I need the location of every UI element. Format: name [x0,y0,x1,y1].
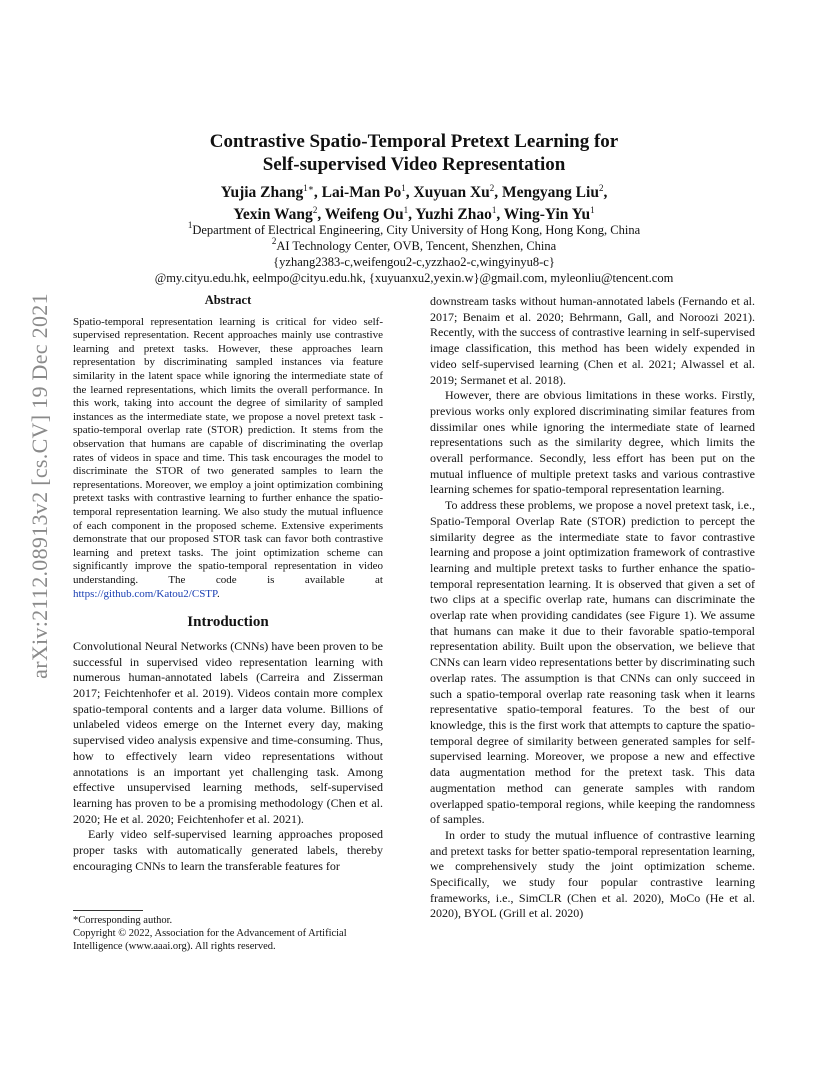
author-name: Lai-Man Po [321,184,402,201]
author-name: Yujia Zhang [220,184,304,201]
corresponding-author-note: *Corresponding author. [73,915,173,926]
author-name: Yexin Wang [233,206,313,223]
left-column [73,293,383,874]
author-name: Weifeng Ou [324,206,404,223]
author-line-1: Yujia Zhang$^{1∗}$, Lai-Man Po$^1$, Xuyuan Xu$^2$, Mengyang Liu$^2$, [220,183,608,201]
author-mark: 1 [491,205,497,215]
email-line-1: {yzhang2383-c,weifengou2-c,yzzhao2-c,wingyinyu8-c} [273,255,555,269]
affiliation-1 [0,222,828,238]
affiliation-mark: 1 [187,220,193,230]
author-list [0,182,828,226]
affiliation-2 [0,238,828,254]
abstract-body [73,316,383,601]
introduction-heading: Introduction [187,614,269,631]
author-line-2: Yexin Wang$^2$, Weifeng Ou$^1$, Yuzhi Zhao$^1$, Wing-Yin Yu$^1$ [233,205,595,223]
arxiv-stamp-text: arXiv:2112.08913v2 [cs.CV] 19 Dec 2021 [27,293,52,679]
author-name: Xuyuan Xu [413,184,490,201]
affiliation-mark: 2 [271,236,277,246]
author-mark: 1 [590,205,595,215]
abstract-end: . [216,587,220,600]
author-mark: 2 [312,205,318,215]
author-mark: 1 [403,205,409,215]
footnote-rule [73,910,143,911]
right-paragraph-1: downstream tasks without human-annotated labels (Fernando et al. 2017; Benaim et al. 2020; Behrmann, Gall, and Noroozi 2021). Recently, with the success of contrastive learning in self-supervised image classification, this method has been widely expended in video self-supervised learning (Chen et al. 2021; Alwassel et al. 2019; Sermanet et al. 2018). [430,294,755,387]
author-name: Yuzhi Zhao [415,206,492,223]
footnote [73,910,383,953]
affiliations [0,222,828,286]
right-column [430,294,755,922]
right-paragraph-4: In order to study the mutual influence of contrastive learning and pretext tasks for better spatio-temporal representation learning, we comprehensively study the joint optimization scheme. Specifically, we study four popular contrastive learning frameworks, i.e., SimCLR (Chen et al. 2020), MoCo (He et al. 2020), BYOL (Grill et al. 2020) [430,827,755,921]
affiliation-text: AI Technology Center, OVB, Tencent, Shenzhen, China [276,239,557,253]
author-mark: 2 [489,183,495,193]
author-mark: 1 [401,183,406,193]
title-line-1: Contrastive Spatio-Temporal Pretext Learning for [209,131,619,152]
code-link[interactable]: https://github.com/Katou2/CSTP [73,587,217,600]
paper-title [0,130,828,176]
right-paragraph-3: To address these problems, we propose a novel pretext task, i.e., Spatio-Temporal Overlap Rate (STOR) prediction to percept the similarity degree as the intermediate state to favor contrastive learning and propose a joint optimization framework of contrastive learning and multiple pretext tasks to further enhance the spatio-temporal representation learning. It is observed that given a set of two clips at a specific overlap rate, humans can discriminate the overlap rate when providing candidates (see Figure 1). We assume that humans can make it due to their favorable spatio-temporal representation ability. Built upon the observation, we believe that CNNs can learn video representations better by discriminating such overlap rates. The assumption is that CNNs can only succeed in such a spatio-temporal overlap rate reasoning task when it learns representative spatio-temporal features. To the best of our knowledge, this is the first work that attempts to capture the spatio-temporal degree of similarity between generated samples for self-supervised learning. Moreover, we propose a new and effective data augmentation method for the pretext task. This data augmentation method can generate samples with random overlapped spatio-temporal regions, while keeping the randomness of samples. [430,498,755,827]
title-line-2: Self-supervised Video Representation [262,154,566,175]
arxiv-identifier-stamp [18,286,62,686]
author-mark: 2 [598,183,604,193]
intro-paragraph-2: Early video self-supervised learning approaches proposed proper tasks with automatically generated labels, thereby encouraging CNNs to learn the transferable features for [73,827,383,873]
author-mark: 1∗ [303,183,314,193]
abstract-heading: Abstract [204,293,252,307]
right-paragraph-2: However, there are obvious limitations in these works. Firstly, previous works only explored discriminating similar features from dissimilar ones while ignoring the intermediate state of learned representations such as the similarity degree, which limits the overall performance. Secondly, less effort has been put on the mutual influence of multiple pretext tasks and various contrastive learning schemes for spatio-temporal representation learning. [430,388,755,497]
copyright-notice: Copyright © 2022, Association for the Advancement of Artificial Intelligence (www.aaai.org). All rights reserved. [73,928,347,952]
intro-paragraph-1: Convolutional Neural Networks (CNNs) have been proven to be successful in supervised video representation learning with numerous human-annotated labels (Carreira and Zisserman 2017; Feichtenhofer et al. 2019). Videos contain more complex spatio-temporal contents and a larger data volume. Billions of unlabeled videos emerge on the Internet every day, making supervised video analysis expensive and time-consuming. Thus, how to effectively learn video representations without annotations is an important yet challenging task. Among effective unsupervised learning methods, self-supervised learning has proven to be a promising methodology (Chen et al. 2020; He et al. 2020; Feichtenhofer et al. 2021). [73,638,383,826]
affiliation-text: Department of Electrical Engineering, City University of Hong Kong, Hong Kong, China [192,223,641,237]
author-name: Mengyang Liu [502,184,599,201]
abstract-text: Spatio-temporal representation learning is critical for video self-supervised representation. Recent approaches mainly use contrastive learning and pretext tasks. However, these approaches learn representation by discriminating sampled instances via feature similarity in the latent space while ignoring the intermediate state of the learned representations, which limits the overall performance. In this work, taking into account the degree of similarity of sampled instances as the intermediate state, we propose a novel pretext task - spatio-temporal overlap rate (STOR) prediction. It stems from the observation that humans are capable of discriminating the overlap rates of videos in space and time. This task encourages the model to discriminate the STOR of two generated samples to learn the representations. Moreover, we employ a joint optimization combining pretext tasks with contrastive learning to further enhance the spatio-temporal representation learning. We also study the mutual influence of each component in the proposed scheme. Extensive experiments demonstrate that our proposed STOR task can favor both contrastive learning and pretext tasks. The joint optimization scheme can significantly improve the spatio-temporal representation in video understanding. The code is available at [73,315,383,586]
author-name: Wing-Yin Yu [503,206,591,223]
email-line-2: @my.cityu.edu.hk, eelmpo@cityu.edu.hk, {xuyuanxu2,yexin.w}@gmail.com, myleonliu@tencent.com [154,271,674,285]
